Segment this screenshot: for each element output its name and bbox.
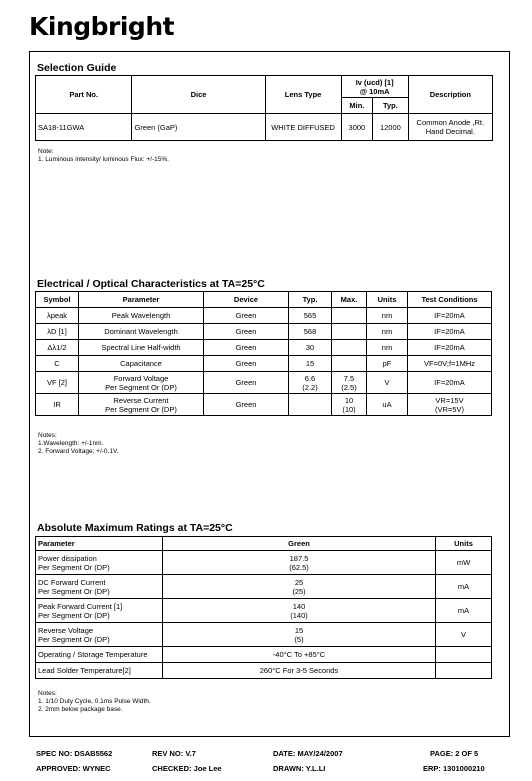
cell: Peak Wavelength [79,308,204,324]
cell: 568 [289,324,332,340]
page-number: PAGE: 2 OF 5 [430,749,479,758]
selection-note [38,148,169,164]
note-line: Notes: [38,432,57,439]
approved-by: APPROVED: WYNEC [36,764,111,773]
col-green: Green [163,537,436,551]
col-dice: Dice [132,76,265,114]
table-row [36,324,492,340]
selection-guide-title: Selection Guide [37,62,117,74]
checked-by: CHECKED: Joe Lee [152,764,222,773]
cell: mA [436,599,492,623]
table-row [36,372,492,394]
cell: Reverse Voltage Per Segment Or (DP) [36,623,163,647]
cell [332,324,367,340]
cell: Power dissipation Per Segment Or (DP) [36,551,163,575]
col-max: Max. [332,292,367,308]
date: DATE: MAY/24/2007 [273,749,343,758]
cell: Operating / Storage Temperature [36,647,163,663]
cell [289,394,332,416]
cell: 30 [289,340,332,356]
cell: 6.6 (2.2) [289,372,332,394]
cell: Green [204,308,289,324]
selection-guide-table [35,75,493,141]
absolute-title: Absolute Maximum Ratings at TA=25°C [37,522,233,534]
cell: 260°C For 3-5 Seconds [163,663,436,679]
cell: 25 (25) [163,575,436,599]
cell: Green [204,372,289,394]
cell: SA18-11GWA [36,114,132,141]
cell: VR=15V (VR=5V) [408,394,492,416]
table-row [36,663,492,679]
col-description: Description [408,76,492,114]
cell [436,647,492,663]
cell: Forward Voltage Per Segment Or (DP) [79,372,204,394]
table-row [36,551,492,575]
electrical-table [35,291,492,416]
spec-no: SPEC NO: DSAB5562 [36,749,113,758]
table-row [36,356,492,372]
table-row [36,308,492,324]
cell: 140 (140) [163,599,436,623]
cell: λD [1] [36,324,79,340]
cell: uA [367,394,408,416]
table-row [36,114,493,141]
note-line: Note: [38,148,54,155]
table-row [36,394,492,416]
cell: 187.5 (62.5) [163,551,436,575]
cell: 3000 [341,114,372,141]
note-line: 1. 1/10 Duty Cycle, 0.1ms Pulse Width. [38,698,151,705]
cell: λpeak [36,308,79,324]
col-symbol: Symbol [36,292,79,308]
cell: Dominant Wavelength [79,324,204,340]
cell: IF=20mA [408,372,492,394]
cell: -40°C To +85°C [163,647,436,663]
cell: pF [367,356,408,372]
cell: Green [204,340,289,356]
table-row [36,340,492,356]
cell: nm [367,308,408,324]
cell: Δλ1/2 [36,340,79,356]
erp-no: ERP: 1301000210 [423,764,485,773]
col-lens-type: Lens Type [265,76,341,114]
note-line: 1. Luminous intensity/ luminous Flux: +/-15%. [38,156,169,163]
drawn-by: DRAWN: Y.L.LI [273,764,326,773]
cell: Reverse Current Per Segment Or (DP) [79,394,204,416]
cell: nm [367,340,408,356]
col-iv-min: Min. [341,98,372,114]
col-units: Units [436,537,492,551]
col-parameter: Parameter [36,537,163,551]
col-iv: Iv (ucd) [1] @ 10mA [341,76,408,98]
absolute-ratings-table [35,536,492,679]
note-line: Notes: [38,690,57,697]
cell [332,340,367,356]
cell: Lead Solder Temperature[2] [36,663,163,679]
col-units: Units [367,292,408,308]
cell: 15 (5) [163,623,436,647]
cell: Green [204,394,289,416]
col-test-conditions: Test Conditions [408,292,492,308]
cell: Peak Forward Current [1] Per Segment Or (DP) [36,599,163,623]
cell: mA [436,575,492,599]
electrical-title: Electrical / Optical Characteristics at TA=25°C [37,278,265,290]
cell: 565 [289,308,332,324]
cell: VF [2] [36,372,79,394]
cell: IF=20mA [408,324,492,340]
rev-no: REV NO: V.7 [152,749,196,758]
col-part-no: Part No. [36,76,132,114]
cell: 12000 [373,114,409,141]
col-typ: Typ. [289,292,332,308]
cell: V [367,372,408,394]
electrical-notes [38,432,119,456]
cell: Green [204,356,289,372]
cell: nm [367,324,408,340]
cell: DC Forward Current Per Segment Or (DP) [36,575,163,599]
cell: mW [436,551,492,575]
cell: Spectral Line Half-width [79,340,204,356]
table-row [36,599,492,623]
note-line: 1.Wavelength: +/-1nm. [38,440,104,447]
cell: Green [204,324,289,340]
cell: C [36,356,79,372]
table-row [36,647,492,663]
cell: Common Anode ,Rt. Hand Decimal. [408,114,492,141]
cell: Green (GaP) [132,114,265,141]
note-line: 2. Forward Voltage: +/-0.1V. [38,448,119,455]
cell: 10 (10) [332,394,367,416]
col-parameter: Parameter [79,292,204,308]
cell: 7.5 (2.5) [332,372,367,394]
cell [436,663,492,679]
cell: Capacitance [79,356,204,372]
cell [332,356,367,372]
note-line: 2. 2mm below package base. [38,706,123,713]
cell [332,308,367,324]
cell: V [436,623,492,647]
cell: WHITE DIFFUSED [265,114,341,141]
table-row [36,623,492,647]
col-device: Device [204,292,289,308]
brand-logo: Kingbright [29,12,175,41]
cell: IF=20mA [408,308,492,324]
col-iv-typ: Typ. [373,98,409,114]
absolute-notes [38,690,151,714]
cell: 15 [289,356,332,372]
cell: IR [36,394,79,416]
cell: IF=20mA [408,340,492,356]
cell: VF=0V;f=1MHz [408,356,492,372]
table-row [36,575,492,599]
